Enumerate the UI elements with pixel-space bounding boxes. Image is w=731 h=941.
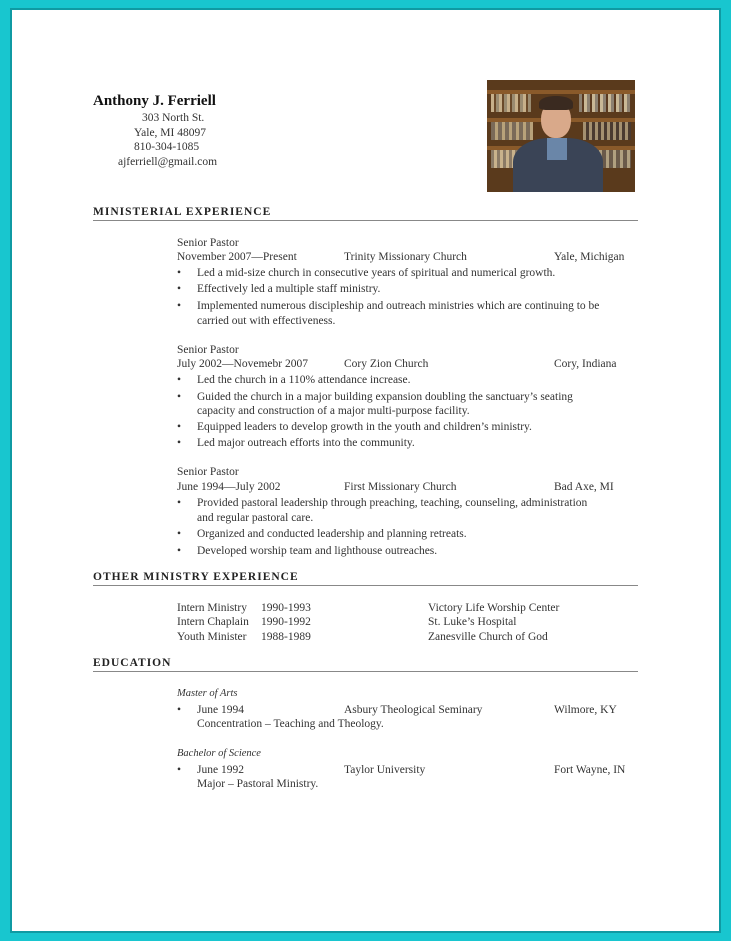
- phone-number: 810-304-1085: [134, 141, 200, 153]
- job-dates: November 2007—Present: [177, 251, 297, 263]
- degree-location: Fort Wayne, IN: [554, 764, 626, 776]
- section-title-other-ministry: OTHER MINISTRY EXPERIENCE: [93, 571, 299, 583]
- other-years: 1990-1993: [261, 602, 311, 614]
- bullet-marker: •: [177, 374, 182, 386]
- degree-school: Asbury Theological Seminary: [344, 704, 483, 716]
- degree-school: Taylor University: [344, 764, 426, 776]
- other-organization: St. Luke’s Hospital: [428, 616, 517, 628]
- job-bullet: Led major outreach efforts into the community.: [197, 437, 415, 449]
- job-bullet: Equipped leaders to develop growth in the youth and children’s ministry.: [197, 421, 532, 433]
- job-bullet: Developed worship team and lighthouse outreaches.: [197, 545, 438, 557]
- section-title-education: EDUCATION: [93, 657, 172, 669]
- other-role: Intern Chaplain: [177, 616, 249, 628]
- bullet-marker: •: [177, 545, 182, 557]
- other-years: 1990-1992: [261, 616, 311, 628]
- bullet-marker: •: [177, 528, 182, 540]
- job-dates: June 1994—July 2002: [177, 481, 281, 493]
- bullet-marker: •: [177, 764, 182, 776]
- bullet-marker: •: [177, 437, 182, 449]
- degree-date: June 1992: [197, 764, 244, 776]
- degree-detail: Major – Pastoral Ministry.: [197, 778, 319, 790]
- other-years: 1988-1989: [261, 631, 311, 643]
- bullet-marker: •: [177, 283, 182, 295]
- bullet-marker: •: [177, 391, 182, 403]
- other-role: Intern Ministry: [177, 602, 247, 614]
- bullet-marker: •: [177, 421, 182, 433]
- degree-date: June 1994: [197, 704, 244, 716]
- degree-detail: Concentration – Teaching and Theology.: [197, 718, 384, 730]
- bullet-marker: •: [177, 300, 182, 312]
- job-bullet: Led a mid-size church in consecutive years of spiritual and numerical growth.: [197, 267, 556, 279]
- job-bullet: Effectively led a multiple staff ministry.: [197, 283, 381, 295]
- bullet-marker: •: [177, 497, 182, 509]
- job-organization: First Missionary Church: [344, 481, 457, 493]
- other-organization: Zanesville Church of God: [428, 631, 548, 643]
- job-role: Senior Pastor: [177, 466, 239, 478]
- job-bullet-continued: and regular pastoral care.: [197, 512, 314, 524]
- street-address: 303 North St.: [142, 112, 205, 124]
- degree-name: Master of Arts: [177, 688, 238, 699]
- job-bullet: Organized and conducted leadership and planning retreats.: [197, 528, 467, 540]
- section-divider: [93, 220, 638, 221]
- section-title-ministerial: MINISTERIAL EXPERIENCE: [93, 206, 272, 218]
- city-state-zip: Yale, MI 48097: [134, 127, 206, 139]
- job-bullet: Implemented numerous discipleship and outreach ministries which are continuing to be: [197, 300, 600, 312]
- bullet-marker: •: [177, 267, 182, 279]
- degree-name: Bachelor of Science: [177, 748, 261, 759]
- job-dates: July 2002—Novemebr 2007: [177, 358, 308, 370]
- job-location: Bad Axe, MI: [554, 481, 614, 493]
- email-address[interactable]: ajferriell@gmail.com: [118, 156, 218, 168]
- profile-photo: [487, 80, 635, 192]
- section-divider: [93, 671, 638, 672]
- job-location: Yale, Michigan: [554, 251, 625, 263]
- job-bullet: Guided the church in a major building expansion doubling the sanctuary’s seating: [197, 391, 573, 403]
- job-role: Senior Pastor: [177, 237, 239, 249]
- bullet-marker: •: [177, 704, 182, 716]
- job-bullet: Led the church in a 110% attendance increase.: [197, 374, 411, 386]
- job-organization: Trinity Missionary Church: [344, 251, 467, 263]
- job-location: Cory, Indiana: [554, 358, 617, 370]
- job-role: Senior Pastor: [177, 344, 239, 356]
- section-divider: [93, 585, 638, 586]
- job-organization: Cory Zion Church: [344, 358, 429, 370]
- candidate-name: Anthony J. Ferriell: [93, 93, 216, 109]
- job-bullet: Provided pastoral leadership through preaching, teaching, counseling, administration: [197, 497, 588, 509]
- job-bullet-continued: carried out with effectiveness.: [197, 315, 336, 327]
- resume-page: [12, 10, 719, 931]
- degree-location: Wilmore, KY: [554, 704, 617, 716]
- job-bullet-continued: capacity and construction of a major multi-purpose facility.: [197, 405, 470, 417]
- other-role: Youth Minister: [177, 631, 247, 643]
- other-organization: Victory Life Worship Center: [428, 602, 560, 614]
